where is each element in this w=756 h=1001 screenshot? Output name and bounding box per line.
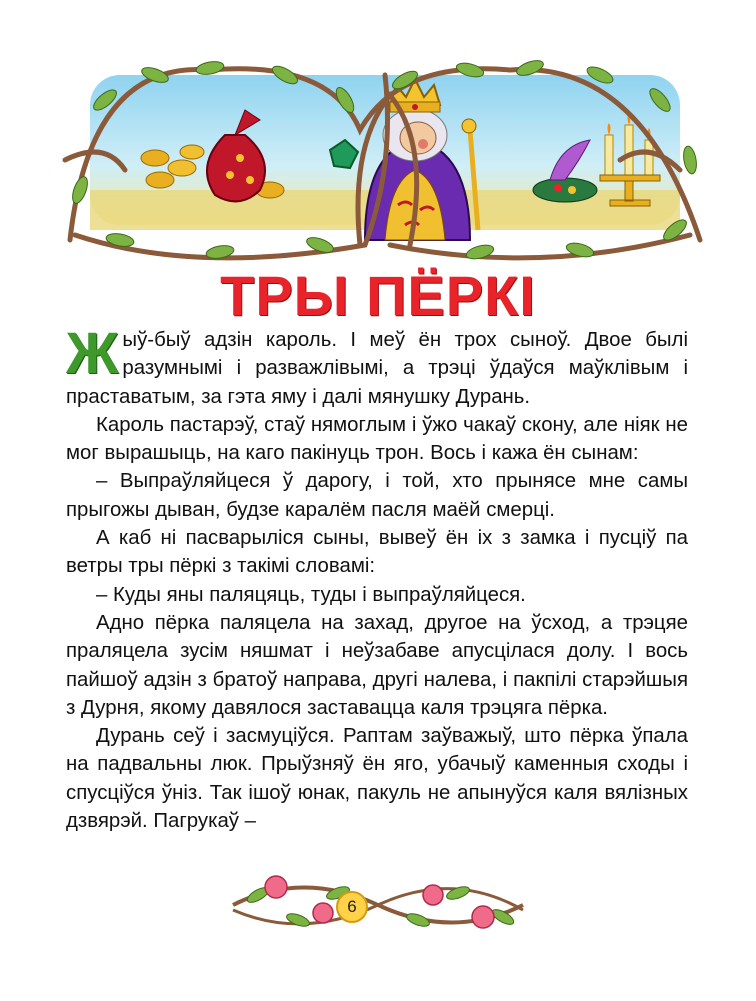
paragraph-3: – Выпраўляйцеся ў дарогу, і той, хто прынясе мне самы прыгожы дыван, будзе каралём пасля маёй смерці.: [66, 470, 688, 521]
drop-cap: Ж: [66, 321, 119, 386]
paragraph-1: Жыў-быў адзін кароль. І меў ён трох сыноў. Двое былі разумнымі і разважлівымі, а трэці ўдаўся маўклівым і праставатым, за гэта яму і далі мянушку Дурань.: [66, 321, 688, 408]
story-title: ТРЫ ПЁРКІ: [220, 264, 536, 327]
paragraph-7: Дурань сеў і засмуціўся. Раптам заўважыў, што пёрка ўпала на падвальны люк. Прыўзняў ён яго, убачыў каменныя сходы і спусціўся ўніз. Так ішоў юнак, пакуль не апынуўся каля вялізных дзвярэй. Пагрукаў –: [66, 725, 688, 833]
story-text: [66, 321, 688, 835]
footer-ornament: [228, 865, 528, 945]
paragraph-2: Кароль пастарэў, стаў нямоглым і ўжо чакаў скону, але ніяк не мог вырашыць, на каго пакінуць трон. Вось і кажа ён сынам:: [66, 413, 688, 465]
page-number: 6: [336, 891, 368, 923]
paragraph-6: Адно пёрка паляцела на захад, другое на ўсход, а трэцяе праляцела зусім няшмат і неўзабаве апусцілася долу. І вось пайшоў адзін з братоў направа, другі налева, і пакпілі старэйшыя з Дурня, якому давялося заставацца каля трэцяга пёрка.: [66, 611, 688, 719]
paragraph-5: – Куды яны паляцяць, туды і выпраўляйцеся.: [96, 583, 526, 606]
paragraph-4: А каб ні пасварыліся сыны, вывеў ён іх з замка і пусціў па ветры тры пёркі з такімі словамі:: [66, 527, 688, 578]
header-illustration: [60, 40, 710, 270]
